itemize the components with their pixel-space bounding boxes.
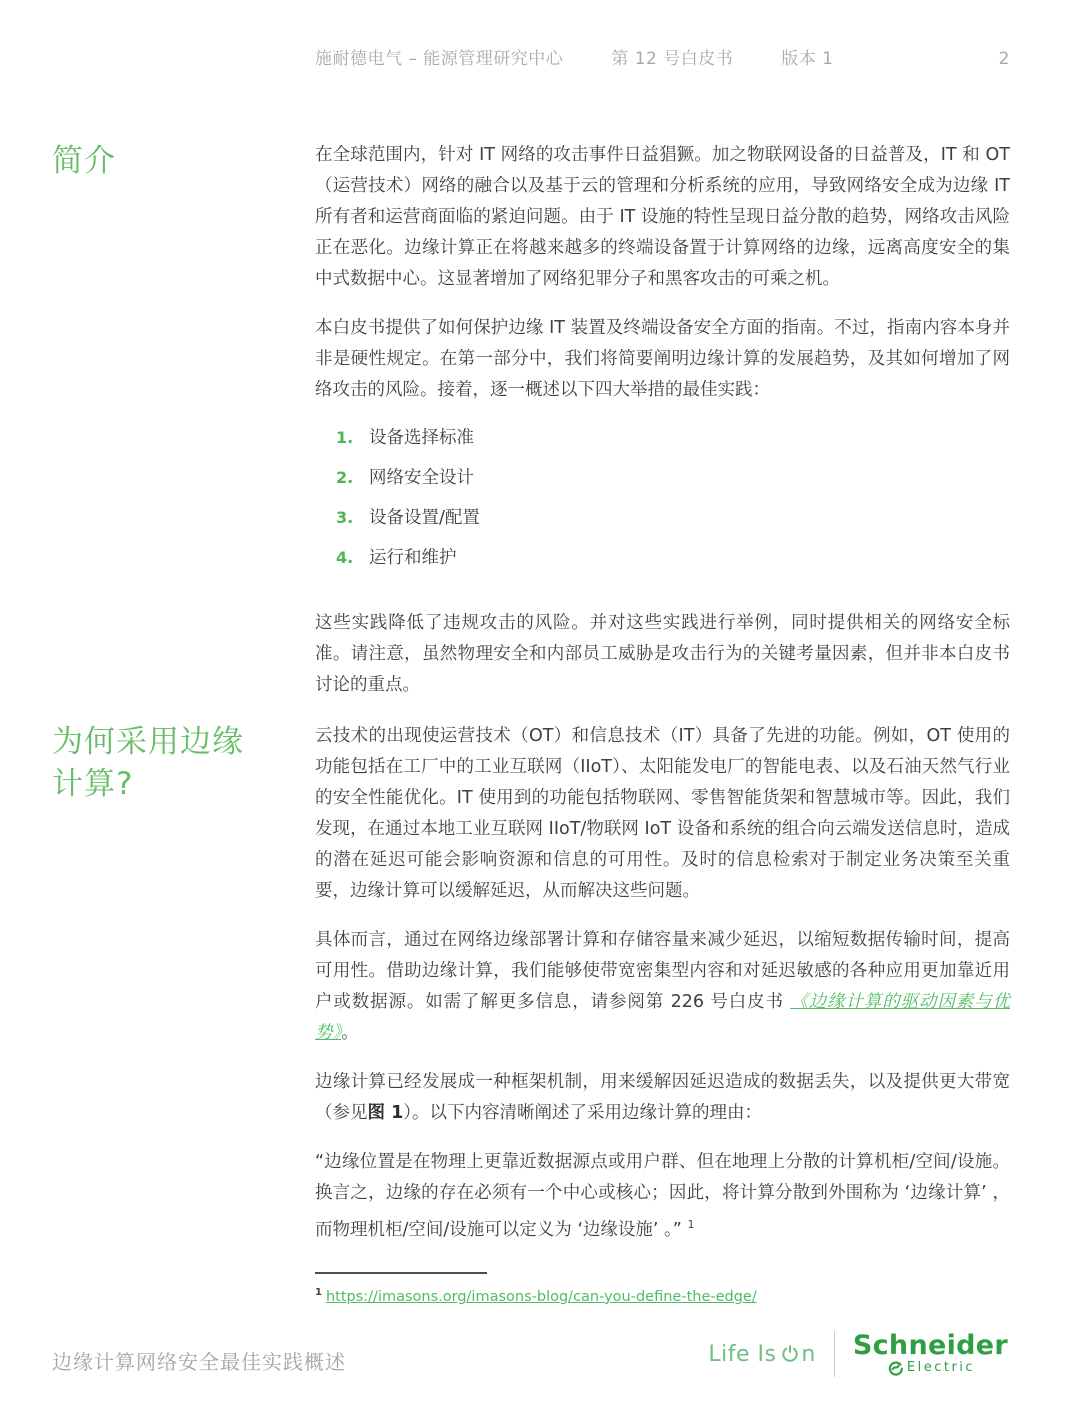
life-is-on-tagline: [708, 1342, 816, 1367]
intro-paragraph-3: 这些实践降低了违规攻击的风险。并对这些实践进行举例，同时提供相关的网络安全标准。请注意，虽然物理安全和内部员工威胁是攻击行为的关键考量因素，但并非本白皮书讨论的重点。: [315, 613, 1010, 695]
footer-document-title: 边缘计算网络安全最佳实践概述: [52, 1350, 346, 1374]
schneider-logo-electric: Electric: [906, 1359, 976, 1375]
footer-brand-block: [708, 1331, 1008, 1377]
footnote-reference-1: 1: [687, 1218, 695, 1231]
intro-heading: 简介: [52, 143, 116, 179]
schneider-s-mark-icon: [887, 1359, 904, 1376]
header-doc-number: 第 12 号白皮书: [611, 49, 734, 69]
intro-paragraph-1: 在全球范围内，针对 IT 网络的攻击事件日益猖獗。加之物联网设备的日益普及，IT 和 OT（运营技术）网络的融合以及基于云的管理和分析系统的应用，导致网络安全成为边缘 IT 所有者和运营商面临的紧迫问题。由于 IT 设施的特性呈现日益分散的趋势，网络攻击风险正在恶化。边缘计算正在将越来越多的终端设备置于计算网络的边缘，远离高度安全的集中式数据中心。这显著增加了网络犯罪分子和黑客攻击的可乘之机。: [315, 145, 1010, 289]
list-item: [315, 424, 1010, 464]
section-why-edge: [52, 721, 1010, 1307]
figure-1-reference: 图 1: [367, 1103, 404, 1123]
schneider-logo-name: Schneider: [852, 1329, 1008, 1361]
why-edge-paragraph-2-text: 具体而言，通过在网络边缘部署计算和存储容量来减少延迟，以缩短数据传输时间，提高可用性。借助边缘计算，我们能够使带宽密集型内容和对延迟敏感的各种应用更加靠近用户或数据源。如需了解更多信息，请参阅第 226 号白皮书: [315, 930, 1010, 1012]
footnote-divider: [315, 1272, 487, 1274]
list-item: [315, 464, 1010, 504]
why-edge-paragraph-1: 云技术的出现使运营技术（OT）和信息技术（IT）具备了先进的功能。例如，OT 使用的功能包括在工厂中的工业互联网（IIoT）、太阳能发电厂的智能电表、以及石油天然气行业的安全性能优化。IT 使用到的功能包括物联网、零售智能货架和智慧城市等。因此，我们发现，在通过本地工业互联网 IIoT/物联网 IoT 设备和系统的组合向云端发送信息时，造成的潜在延迟可能会影响资源和信息的可用性。及时的信息检索对于制定业务决策至关重要，边缘计算可以缓解延迟，从而解决这些问题。: [315, 726, 1010, 901]
list-item: [315, 504, 1010, 544]
main-content: [52, 140, 1010, 1307]
why-edge-heading-line1: 为何采用边缘: [52, 724, 244, 760]
list-item-number: 4.: [336, 548, 354, 567]
list-item-number: 1.: [336, 428, 354, 447]
schneider-logo-subline: [853, 1359, 975, 1376]
footnote-1-link[interactable]: https://imasons.org/imasons-blog/can-you-define-the-edge/: [325, 1288, 757, 1305]
why-edge-paragraph-3: [315, 1067, 1010, 1129]
why-edge-paragraph-2: [315, 925, 1010, 1049]
list-item-label: 设备设置/配置: [369, 508, 480, 528]
header-version: 版本 1: [781, 49, 834, 69]
edge-definition-quote-text: “边缘位置是在物理上更靠近数据源点或用户群、但在地理上分散的计算机柜/空间/设施。换言之，边缘的存在必须有一个中心或核心；因此，将计算分散到外围称为 ‘边缘计算’ ，而物理机柜/空间/设施可以定义为 ‘边缘设施’ 。”: [315, 1152, 1010, 1240]
list-item-label: 运行和维护: [369, 548, 457, 568]
edge-definition-quote: [315, 1147, 1010, 1246]
list-item-label: 设备选择标准: [369, 428, 474, 448]
intro-body-column: [315, 140, 1010, 701]
why-edge-heading-line2: 计算?: [52, 766, 134, 802]
best-practices-list: [315, 424, 1010, 584]
footnote-block: [315, 1272, 1010, 1307]
why-edge-heading: [52, 721, 315, 805]
whitepaper-226-link[interactable]: 《边缘计算的驱动因素与优势》: [315, 992, 1011, 1043]
life-is-on-prefix: Life Is: [708, 1341, 777, 1367]
header-doc-title: 施耐德电气 – 能源管理研究中心: [315, 49, 564, 69]
intro-paragraph-2: 本白皮书提供了如何保护边缘 IT 装置及终端设备安全方面的指南。不过，指南内容本身并非是硬性规定。在第一部分中，我们将简要阐明边缘计算的发展趋势，及其如何增加了网络攻击的风险。接着，逐一概述以下四大举措的最佳实践：: [315, 318, 1010, 400]
footnote-1-marker: 1: [315, 1286, 322, 1298]
why-edge-paragraph-3-text: 边缘计算已经发展成一种框架机制，用来缓解因延迟造成的数据丢失，以及提供更大带宽（参见: [315, 1072, 1010, 1123]
list-item-number: 2.: [336, 468, 354, 487]
why-edge-heading-column: [52, 721, 315, 1307]
why-edge-body-column: [315, 721, 1010, 1307]
list-item-number: 3.: [336, 508, 354, 527]
power-icon: [780, 1344, 800, 1364]
intro-heading-column: [52, 140, 315, 701]
why-edge-paragraph-3-tail: ）。以下内容清晰阐述了采用边缘计算的理由：: [403, 1103, 763, 1123]
page-number: 2: [998, 49, 1010, 69]
brand-divider: [834, 1331, 835, 1377]
section-intro: [52, 140, 1010, 701]
schneider-logo: [852, 1329, 1008, 1376]
footnote-1: [315, 1283, 1010, 1307]
life-is-on-suffix: n: [801, 1341, 816, 1367]
why-edge-paragraph-2-tail: 。: [341, 1023, 359, 1043]
page-header: [315, 44, 1010, 69]
list-item-label: 网络安全设计: [369, 468, 474, 488]
list-item: [315, 544, 1010, 584]
